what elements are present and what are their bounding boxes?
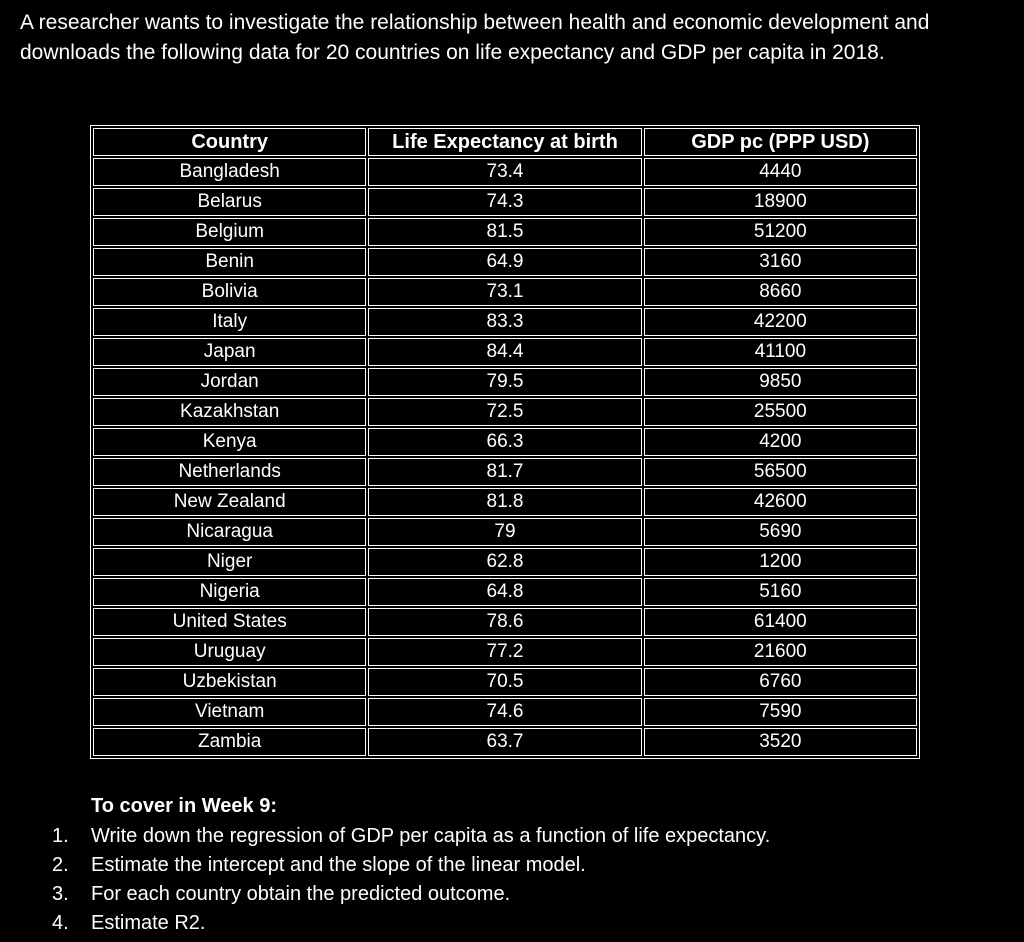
cell-country: Nicaragua — [93, 518, 366, 546]
table-header-row — [93, 128, 917, 156]
task-text: For each country obtain the predicted outcome. — [91, 883, 511, 905]
cell-life-expectancy: 72.5 — [368, 398, 641, 426]
table-row — [93, 608, 917, 636]
tasks-heading: To cover in Week 9: — [91, 795, 277, 817]
task-number: 4. — [52, 912, 69, 934]
cell-gdp: 3520 — [644, 728, 917, 756]
cell-life-expectancy: 74.3 — [368, 188, 641, 216]
cell-country: Uzbekistan — [93, 668, 366, 696]
table-row — [93, 338, 917, 366]
header-gdp: GDP pc (PPP USD) — [644, 128, 917, 156]
table-row — [93, 728, 917, 756]
task-list — [52, 822, 770, 938]
cell-life-expectancy: 79 — [368, 518, 641, 546]
table-row — [93, 578, 917, 606]
list-item — [52, 851, 770, 880]
cell-life-expectancy: 83.3 — [368, 308, 641, 336]
task-text: Estimate R2. — [91, 912, 206, 934]
cell-gdp: 42200 — [644, 308, 917, 336]
cell-life-expectancy: 77.2 — [368, 638, 641, 666]
cell-gdp: 61400 — [644, 608, 917, 636]
data-table — [90, 125, 920, 759]
cell-country: Netherlands — [93, 458, 366, 486]
cell-gdp: 9850 — [644, 368, 917, 396]
table-row — [93, 428, 917, 456]
table-row — [93, 158, 917, 186]
table-row — [93, 488, 917, 516]
cell-gdp: 5160 — [644, 578, 917, 606]
header-life-expectancy: Life Expectancy at birth — [368, 128, 641, 156]
cell-gdp: 42600 — [644, 488, 917, 516]
cell-gdp: 51200 — [644, 218, 917, 246]
cell-country: Vietnam — [93, 698, 366, 726]
table-row — [93, 638, 917, 666]
cell-life-expectancy: 73.4 — [368, 158, 641, 186]
cell-country: Belgium — [93, 218, 366, 246]
cell-country: Uruguay — [93, 638, 366, 666]
cell-country: Niger — [93, 548, 366, 576]
cell-country: Italy — [93, 308, 366, 336]
cell-life-expectancy: 64.8 — [368, 578, 641, 606]
cell-life-expectancy: 78.6 — [368, 608, 641, 636]
cell-life-expectancy: 84.4 — [368, 338, 641, 366]
table-row — [93, 188, 917, 216]
cell-life-expectancy: 66.3 — [368, 428, 641, 456]
cell-country: Kenya — [93, 428, 366, 456]
cell-country: Bangladesh — [93, 158, 366, 186]
cell-gdp: 8660 — [644, 278, 917, 306]
list-item — [52, 822, 770, 851]
cell-gdp: 41100 — [644, 338, 917, 366]
list-item — [52, 909, 770, 938]
cell-country: Kazakhstan — [93, 398, 366, 426]
table-row — [93, 698, 917, 726]
cell-life-expectancy: 81.7 — [368, 458, 641, 486]
cell-country: Nigeria — [93, 578, 366, 606]
cell-gdp: 7590 — [644, 698, 917, 726]
cell-life-expectancy: 62.8 — [368, 548, 641, 576]
table-row — [93, 248, 917, 276]
cell-gdp: 4200 — [644, 428, 917, 456]
cell-life-expectancy: 70.5 — [368, 668, 641, 696]
cell-gdp: 6760 — [644, 668, 917, 696]
table-row — [93, 218, 917, 246]
cell-life-expectancy: 81.8 — [368, 488, 641, 516]
cell-country: Belarus — [93, 188, 366, 216]
intro-paragraph: A researcher wants to investigate the relationship between health and economic development and downloads the following data for 20 countries on life expectancy and GDP per capita in 2018. — [20, 11, 930, 64]
cell-life-expectancy: 79.5 — [368, 368, 641, 396]
table-row — [93, 458, 917, 486]
header-country: Country — [93, 128, 366, 156]
cell-gdp: 3160 — [644, 248, 917, 276]
task-text: Estimate the intercept and the slope of the linear model. — [91, 854, 586, 876]
cell-gdp: 1200 — [644, 548, 917, 576]
cell-life-expectancy: 73.1 — [368, 278, 641, 306]
cell-life-expectancy: 64.9 — [368, 248, 641, 276]
task-number: 2. — [52, 854, 69, 876]
cell-gdp: 56500 — [644, 458, 917, 486]
list-item — [52, 880, 770, 909]
table-row — [93, 308, 917, 336]
table-row — [93, 368, 917, 396]
task-number: 3. — [52, 883, 69, 905]
cell-gdp: 21600 — [644, 638, 917, 666]
cell-gdp: 18900 — [644, 188, 917, 216]
cell-life-expectancy: 74.6 — [368, 698, 641, 726]
cell-country: Zambia — [93, 728, 366, 756]
task-number: 1. — [52, 825, 69, 847]
cell-life-expectancy: 81.5 — [368, 218, 641, 246]
cell-country: New Zealand — [93, 488, 366, 516]
cell-country: Jordan — [93, 368, 366, 396]
cell-life-expectancy: 63.7 — [368, 728, 641, 756]
cell-country: Japan — [93, 338, 366, 366]
cell-country: Benin — [93, 248, 366, 276]
table-row — [93, 518, 917, 546]
table-row — [93, 668, 917, 696]
cell-gdp: 25500 — [644, 398, 917, 426]
cell-country: United States — [93, 608, 366, 636]
table-row — [93, 548, 917, 576]
cell-country: Bolivia — [93, 278, 366, 306]
table-row — [93, 278, 917, 306]
cell-gdp: 4440 — [644, 158, 917, 186]
table-row — [93, 398, 917, 426]
task-text: Write down the regression of GDP per capita as a function of life expectancy. — [91, 825, 771, 847]
cell-gdp: 5690 — [644, 518, 917, 546]
